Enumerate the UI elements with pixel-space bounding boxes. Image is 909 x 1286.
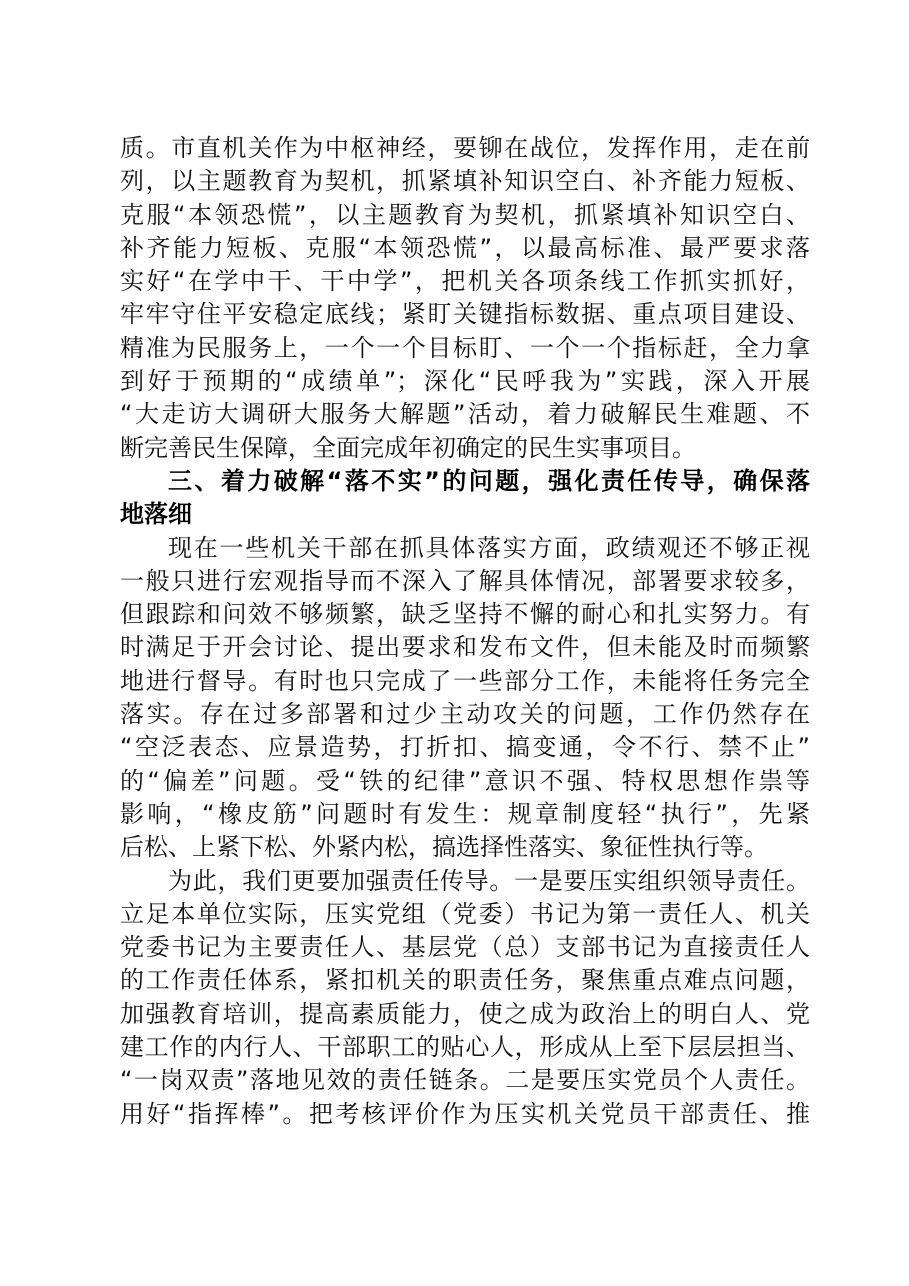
section-heading: 地落细 [120, 500, 192, 529]
paragraph-line: 牢牢守住平安稳定底线；紧盯关键指标数据、重点项目建设、 [120, 300, 810, 329]
paragraph-line: 现在一些机关干部在抓具体落实方面，政绩观还不够正视 [168, 533, 810, 562]
paragraph-line: 到好于预期的“成绩单”；深化“民呼我为”实践，深入开展 [120, 367, 810, 396]
paragraph-line: 实好“在学中干、干中学”，把机关各项条线工作抓实抓好， [120, 267, 810, 296]
paragraph-line: 克服“本领恐慌”，以主题教育为契机，抓紧填补知识空白、 [120, 200, 810, 229]
paragraph-line: 质。市直机关作为中枢神经，要铆在战位，发挥作用，走在前 [120, 134, 810, 162]
paragraph-line: “空泛表态、应景造势，打折扣、搞变通，令不行、禁不止” [120, 733, 810, 762]
paragraph-line: 落实。存在过多部署和过少主动攻关的问题，工作仍然存在 [120, 700, 810, 729]
paragraph-line: 加强教育培训，提高素质能力，使之成为政治上的明白人、党 [120, 999, 810, 1028]
document-body [120, 132, 810, 1131]
paragraph-line: 精准为民服务上，一个一个目标盯、一个一个指标赶，全力拿 [120, 333, 810, 362]
paragraph-line: “一岗双责”落地见效的责任链条。二是要压实党员个人责任。 [120, 1066, 810, 1095]
paragraph-line: 党委书记为主要责任人、基层党（总）支部书记为直接责任人 [120, 933, 810, 962]
section-heading: 三、着力破解“落不实”的问题，强化责任传导，确保落 [168, 466, 810, 495]
paragraph-line: 建工作的内行人、干部职工的贴心人，形成从上至下层层担当、 [120, 1033, 810, 1062]
paragraph-line: 影响，“橡皮筋”问题时有发生：规章制度轻“执行”，先紧 [120, 799, 810, 828]
paragraph-line: 为此，我们更要加强责任传导。一是要压实组织领导责任。 [168, 866, 810, 895]
paragraph-line: 补齐能力短板、克服“本领恐慌”，以最高标准、最严要求落 [120, 233, 810, 262]
paragraph-line: 断完善民生保障，全面完成年初确定的民生实事项目。 [120, 433, 696, 462]
paragraph-line: “大走访大调研大服务大解题”活动，着力破解民生难题、不 [120, 400, 810, 429]
paragraph-line: 但跟踪和问效不够频繁，缺乏坚持不懈的耐心和扎实努力。有 [120, 600, 810, 629]
paragraph-line: 后松、上紧下松、外紧内松，搞选择性落实、象征性执行等。 [120, 833, 768, 862]
paragraph-line: 的工作责任体系，紧扣机关的职责任务，聚焦重点难点问题， [120, 966, 810, 995]
paragraph-line: 立足本单位实际，压实党组（党委）书记为第一责任人、机关 [120, 899, 810, 928]
paragraph-line: 用好“指挥棒”。把考核评价作为压实机关党员干部责任、推 [120, 1099, 810, 1128]
paragraph-line: 的“偏差”问题。受“铁的纪律”意识不强、特权思想作祟等 [120, 766, 810, 795]
paragraph-line: 列，以主题教育为契机，抓紧填补知识空白、补齐能力短板、 [120, 167, 810, 196]
paragraph-line: 时满足于开会讨论、提出要求和发布文件，但未能及时而频繁 [120, 633, 810, 662]
paragraph-line: 一般只进行宏观指导而不深入了解具体情况，部署要求较多， [120, 566, 810, 595]
paragraph-line: 地进行督导。有时也只完成了一些部分工作，未能将任务完全 [120, 666, 810, 695]
